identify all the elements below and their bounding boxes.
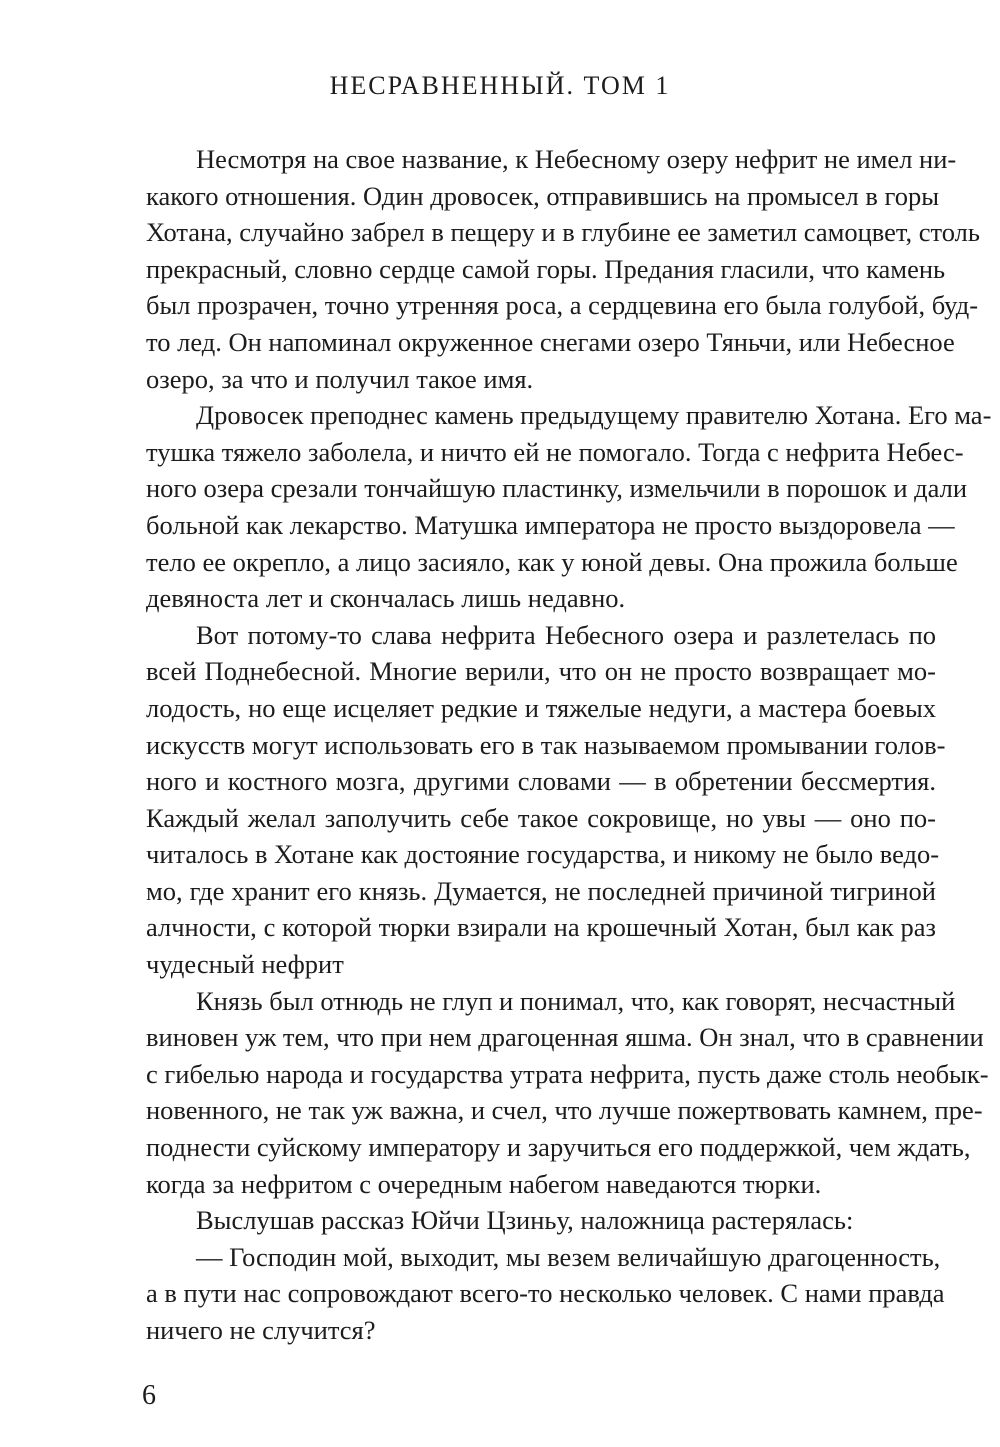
- text-line: Каждый желал заполучить себе такое сокровище, но увы — оно по-: [146, 802, 936, 833]
- text-line: когда за нефритом с очередным набегом наведаются тюрки.: [146, 1168, 822, 1199]
- text-line: Вот потому-то слава нефрита Небесного озера и разлетелась по: [196, 619, 936, 650]
- text-line: больной как лекарство. Матушка императора не просто выздоровела —: [146, 509, 955, 540]
- paragraph: [146, 141, 980, 397]
- body-text: [146, 141, 992, 1349]
- text-line: мо, где хранит его князь. Думается, не последней причиной тигриной: [146, 875, 936, 906]
- text-line: был прозрачен, точно утренняя роса, а сердцевина его была голубой, буд-: [146, 290, 979, 321]
- paragraph: [146, 983, 989, 1203]
- text-line: читалось в Хотане как достояние государства, и никому не было ведо-: [146, 839, 940, 870]
- text-line: ничего не случится?: [146, 1315, 376, 1345]
- text-line: то лед. Он напоминал окруженное снегами озеро Тяньчи, или Небесное: [146, 326, 955, 357]
- text-line: алчности, с которой тюрки взирали на крошечный Хотан, был как раз: [146, 912, 936, 943]
- text-line: Дровосек преподнес камень предыдущему правителю Хотана. Его ма-: [196, 400, 992, 431]
- text-line: — Господин мой, выходит, мы везем величайшую драгоценность,: [196, 1241, 941, 1272]
- text-line: прекрасный, словно сердце самой горы. Предания гласили, что камень: [146, 253, 946, 284]
- paragraph: [146, 617, 946, 983]
- text-line: виновен уж тем, что при нем драгоценная яшма. Он знал, что в сравнении: [146, 1022, 984, 1053]
- text-line: девяноста лет и скончалась лишь недавно.: [146, 583, 626, 614]
- text-line: тушка тяжело заболела, и ничто ей не помогало. Тогда с нефрита Небес-: [146, 436, 964, 467]
- text-line: Хотана, случайно забрел в пещеру и в глубине ее заметил самоцвет, столь: [146, 217, 980, 248]
- running-header: НЕСРАВНЕННЫЙ. ТОМ 1: [329, 71, 671, 100]
- dialogue-paragraph: [146, 1239, 945, 1349]
- text-line: с гибелью народа и государства утрата нефрита, пусть даже столь необык-: [146, 1058, 989, 1089]
- text-line: а в пути нас сопровождают всего-то несколько человек. С нами правда: [146, 1278, 945, 1309]
- text-line: лодость, но еще исцеляет редкие и тяжелые недуги, а мастера боевых: [146, 692, 936, 723]
- text-line: чудесный нефрит: [146, 949, 344, 980]
- text-line: ного и костного мозга, другими словами — в обретении бессмертия.: [146, 766, 936, 797]
- paragraph: [146, 1202, 936, 1239]
- text-line: всей Поднебесной. Многие верили, что он не просто возвращает мо-: [146, 656, 936, 687]
- text-line: искусств могут использовать его в так называемом промывании голов-: [146, 729, 946, 760]
- page-number: 6: [142, 1380, 156, 1411]
- text-line: новенного, не так уж важна, и счел, что лучше пожертвовать камнем, пре-: [146, 1095, 983, 1126]
- text-line: Князь был отнюдь не глуп и понимал, что, как говорят, несчастный: [196, 985, 956, 1016]
- text-line: какого отношения. Один дровосек, отправившись на промысел в горы: [146, 180, 940, 211]
- text-line: Выслушав рассказ Юйчи Цзиньу, наложница растерялась:: [196, 1205, 854, 1236]
- text-line: Несмотря на свое название, к Небесному озеру нефрит не имел ни-: [196, 144, 957, 174]
- paragraph: [146, 397, 992, 617]
- text-line: озеро, за что и получил такое имя.: [146, 363, 534, 394]
- text-line: тело ее окрепло, а лицо засияло, как у юной девы. Она прожила больше: [146, 546, 958, 577]
- text-line: поднести суйскому императору и заручиться его поддержкой, чем ждать,: [146, 1132, 971, 1163]
- text-line: ного озера срезали тончайшую пластинку, измельчили в порошок и дали: [146, 473, 968, 504]
